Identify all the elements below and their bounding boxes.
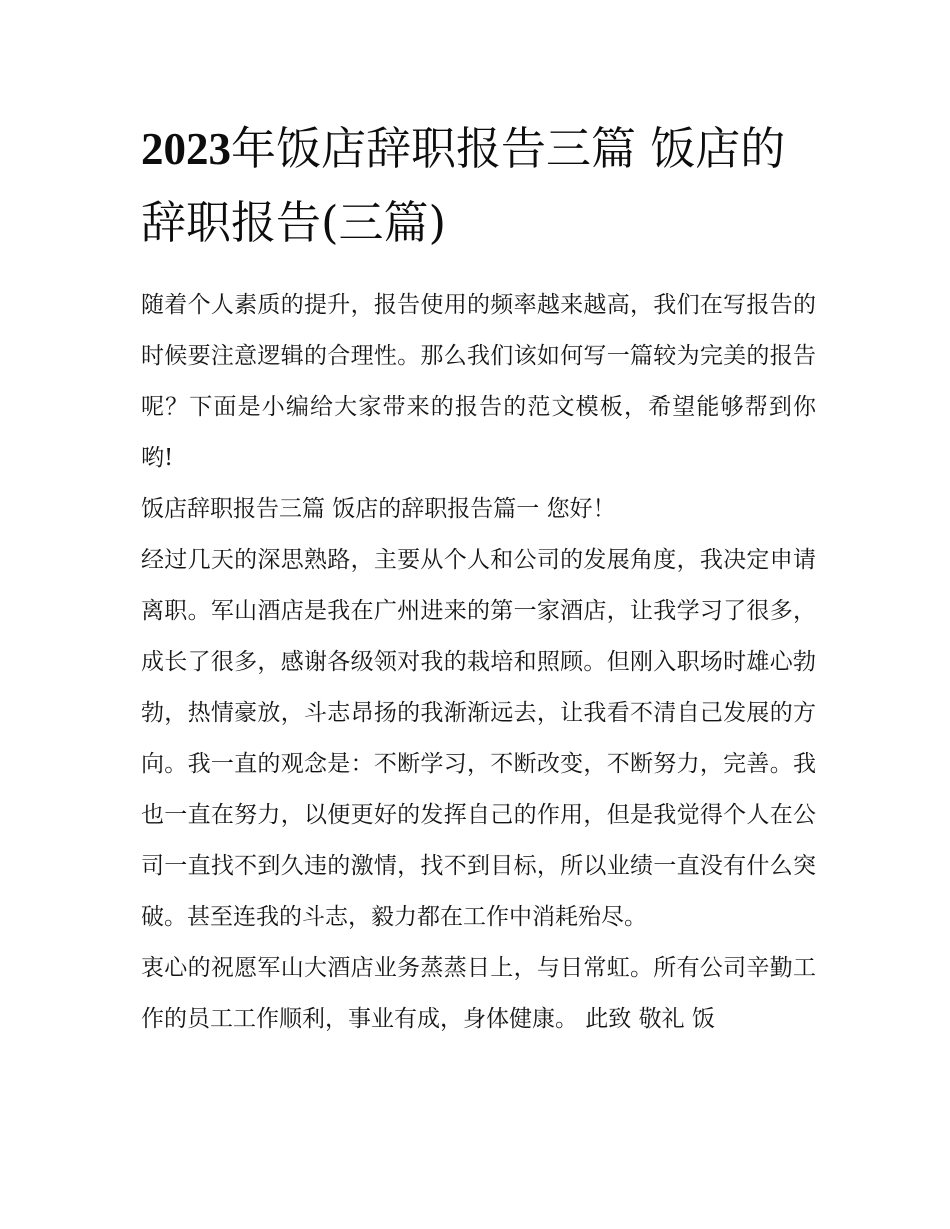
title-year: 2023 [141, 124, 231, 174]
intro-paragraph: 随着个人素质的提升，报告使用的频率越来越高，我们在写报告的时候要注意逻辑的合理性。那么我们该如何写一篇较为完美的报告呢？下面是小编给大家带来的报告的范文模板，希望能够帮到你哟! [141, 292, 816, 471]
title-text: 年饭店辞职报告三篇 饭店的辞职报告(三篇) [141, 122, 786, 249]
document-title [141, 112, 821, 260]
body-paragraph: 经过几天的深思熟路，主要从个人和公司的发展角度，我决定申请离职。军山酒店是我在广州进来的第一家酒店，让我学习了很多，成长了很多，感谢各级领对我的栽培和照顾。但刚入职场时雄心勃勃，热情豪放，斗志昂扬的我渐渐远去，让我看不清自己发展的方向。我一直的观念是：不断学习，不断改变，不断努力，完善。我也一直在努力，以便更好的发挥自己的作用，但是我觉得个人在公司一直找不到久违的激情，找不到目标，所以业绩一直没有什么突破。甚至连我的斗志，毅力都在工作中消耗殆尽。 [141, 547, 816, 930]
section-heading-line: 饭店辞职报告三篇 饭店的辞职报告篇一 您好！ [141, 496, 616, 522]
closing-paragraph: 衷心的祝愿军山大酒店业务蒸蒸日上，与日常虹。所有公司辛勤工作的员工工作顺利，事业有成，身体健康。 此致 敬礼 饭 [141, 955, 816, 1032]
document-body [141, 280, 816, 1045]
